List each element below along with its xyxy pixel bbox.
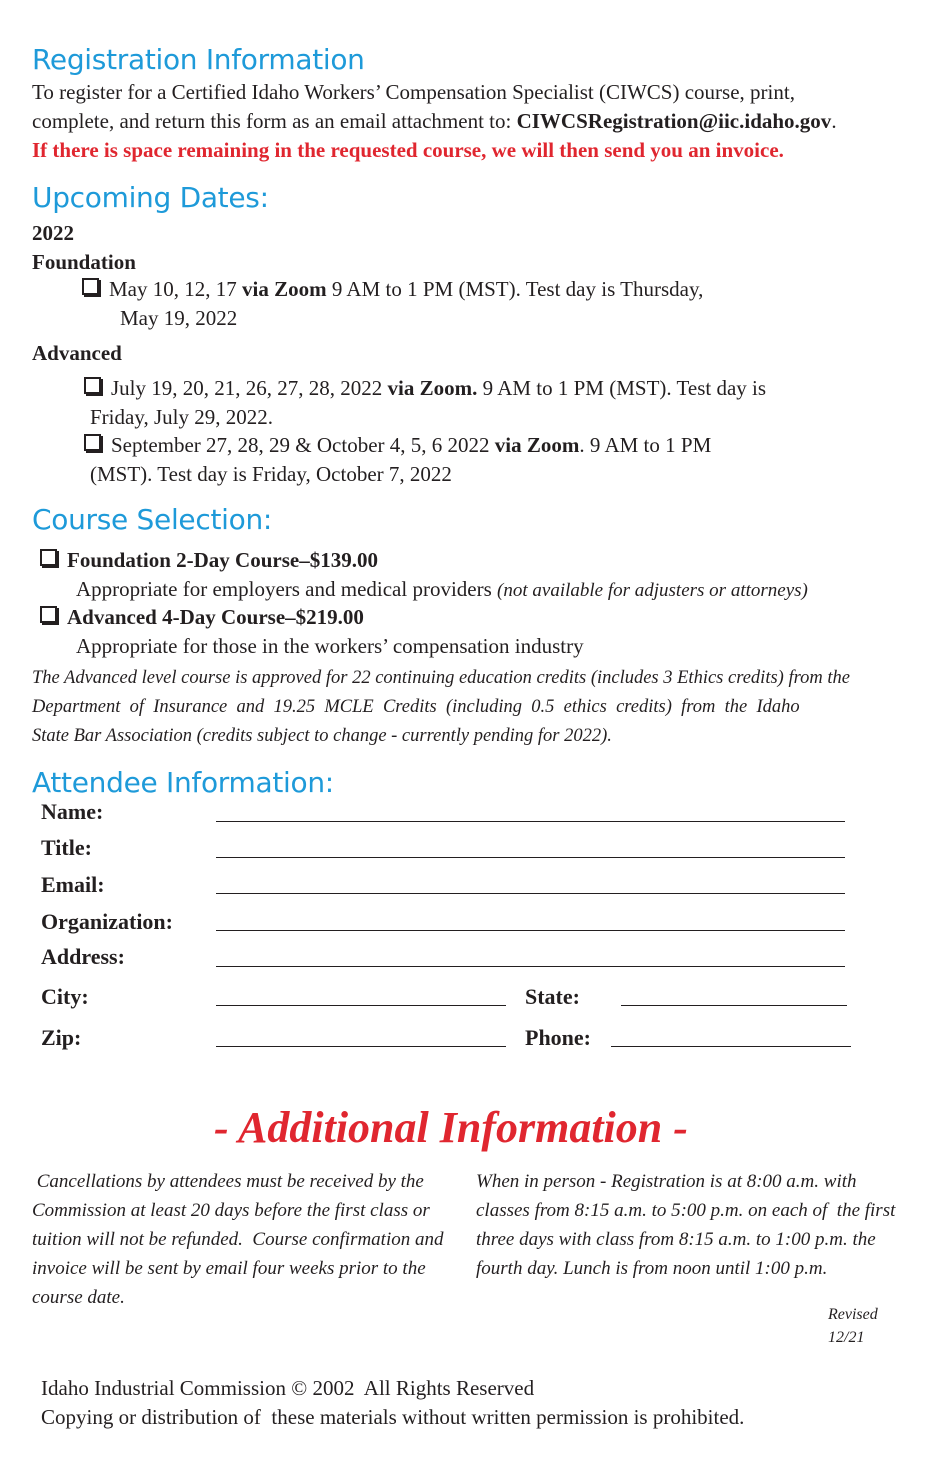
foundation-course-option[interactable] — [40, 546, 378, 575]
phone-label: Phone: — [525, 1025, 591, 1050]
advanced-session-2-checkbox[interactable] — [84, 434, 101, 451]
cancellation-line: Cancellations by attendees must be received by the — [32, 1171, 424, 1192]
advanced-course-description: Appropriate for those in the workers’ compensation industry — [76, 634, 584, 658]
revised-date: 12/21 — [828, 1329, 865, 1346]
foundation-session-checkbox[interactable] — [82, 278, 99, 295]
schedule-line: three days with class from 8:15 a.m. to 1:00 p.m. the — [476, 1229, 876, 1250]
foundation-session-details: 9 AM to 1 PM (MST). Test day is Thursday, — [326, 277, 704, 301]
city-label: City: — [41, 984, 89, 1009]
year-label: 2022 — [32, 221, 74, 245]
phone-field[interactable] — [611, 1046, 851, 1047]
advanced-session-2-via: via Zoom — [494, 433, 580, 457]
title-field[interactable] — [216, 857, 845, 858]
course-selection-heading: Course Selection: — [32, 503, 273, 536]
additional-info-heading: - Additional Information - — [214, 1103, 688, 1152]
credits-note-line2: Department of Insurance and 19.25 MCLE Credits (including 0.5 ethics credits) from the Idaho — [32, 697, 800, 717]
revised-label: Revised — [828, 1306, 878, 1323]
advanced-course-title: Advanced 4-Day Course–$219.00 — [67, 605, 364, 629]
organization-field[interactable] — [216, 930, 845, 931]
foundation-course-title: Foundation 2-Day Course–$139.00 — [67, 548, 378, 572]
advanced-session-2-dates: September 27, 28, 29 & October 4, 5, 6 2022 — [111, 433, 495, 457]
state-field[interactable] — [621, 1005, 847, 1006]
advanced-session-1-dates: July 19, 20, 21, 26, 27, 28, 2022 — [111, 376, 388, 400]
registration-instructions-line1: To register for a Certified Idaho Workers’ Compensation Specialist (CIWCS) course, print, — [32, 80, 795, 104]
advanced-session-2-continued: (MST). Test day is Friday, October 7, 2022 — [90, 462, 452, 486]
address-label: Address: — [41, 944, 125, 969]
schedule-line: When in person - Registration is at 8:00 a.m. with — [476, 1171, 857, 1192]
advanced-session-1-checkbox-row[interactable] — [84, 374, 766, 403]
foundation-session-via: via Zoom — [242, 277, 327, 301]
advanced-session-1-details: 9 AM to 1 PM (MST). Test day is — [477, 376, 767, 400]
registration-instructions-line2 — [32, 107, 837, 136]
address-field[interactable] — [216, 966, 845, 967]
copying-notice: Copying or distribution of these materials without written permission is prohibited. — [41, 1405, 745, 1429]
cancellation-line: course date. — [32, 1287, 125, 1308]
zip-field[interactable] — [216, 1046, 506, 1047]
foundation-course-desc-text: Appropriate for employers and medical providers — [76, 577, 498, 601]
advanced-label: Advanced — [32, 341, 122, 365]
email-field[interactable] — [216, 893, 845, 894]
organization-label: Organization: — [41, 909, 173, 934]
registration-email-link[interactable]: CIWCSRegistration@iic.idaho.gov — [516, 109, 832, 133]
copyright-line: Idaho Industrial Commission © 2002 All Rights Reserved — [41, 1376, 535, 1400]
cancellation-line: tuition will not be refunded. Course confirmation and — [32, 1229, 444, 1250]
email-label: Email: — [41, 872, 105, 897]
credits-note-line3: State Bar Association (credits subject to change - currently pending for 2022). — [32, 726, 612, 746]
foundation-session-continued: May 19, 2022 — [120, 306, 238, 330]
advanced-session-1-continued: Friday, July 29, 2022. — [90, 405, 273, 429]
advanced-course-checkbox[interactable] — [40, 606, 57, 623]
cancellation-policy — [32, 1167, 462, 1312]
foundation-course-note: (not available for adjusters or attorneys) — [497, 580, 808, 601]
foundation-session-dates: May 10, 12, 17 — [109, 277, 242, 301]
advanced-session-1-checkbox[interactable] — [84, 377, 101, 394]
foundation-course-description — [76, 575, 808, 605]
schedule-line: fourth day. Lunch is from noon until 1:00 p.m. — [476, 1258, 828, 1279]
title-label: Title: — [41, 835, 92, 860]
name-label: Name: — [41, 799, 104, 824]
name-field[interactable] — [216, 821, 845, 822]
invoice-notice: If there is space remaining in the requested course, we will then send you an invoice. — [32, 138, 784, 162]
schedule-line: classes from 8:15 a.m. to 5:00 p.m. on each of the first — [476, 1200, 896, 1221]
advanced-session-2-details: . 9 AM to 1 PM — [579, 433, 712, 457]
attendee-info-heading: Attendee Information: — [32, 766, 334, 799]
advanced-session-1-via: via Zoom. — [387, 376, 478, 400]
advanced-session-2-checkbox-row[interactable] — [84, 431, 711, 460]
registration-heading: Registration Information — [32, 43, 365, 76]
city-field[interactable] — [216, 1005, 506, 1006]
in-person-schedule — [476, 1167, 916, 1283]
credits-note-line1: The Advanced level course is approved for 22 continuing education credits (includes 3 Ethics credits) from the — [32, 668, 850, 688]
state-label: State: — [525, 984, 580, 1009]
zip-label: Zip: — [41, 1025, 82, 1050]
registration-instructions-suffix: . — [831, 109, 837, 133]
foundation-session-checkbox-row[interactable] — [82, 275, 703, 304]
upcoming-dates-heading: Upcoming Dates: — [32, 181, 269, 214]
advanced-course-option[interactable] — [40, 603, 364, 632]
foundation-course-checkbox[interactable] — [40, 549, 57, 566]
foundation-label: Foundation — [32, 250, 136, 274]
cancellation-line: Commission at least 20 days before the first class or — [32, 1200, 430, 1221]
registration-instructions-prefix: complete, and return this form as an email attachment to: — [32, 109, 517, 133]
cancellation-line: invoice will be sent by email four weeks prior to the — [32, 1258, 426, 1279]
